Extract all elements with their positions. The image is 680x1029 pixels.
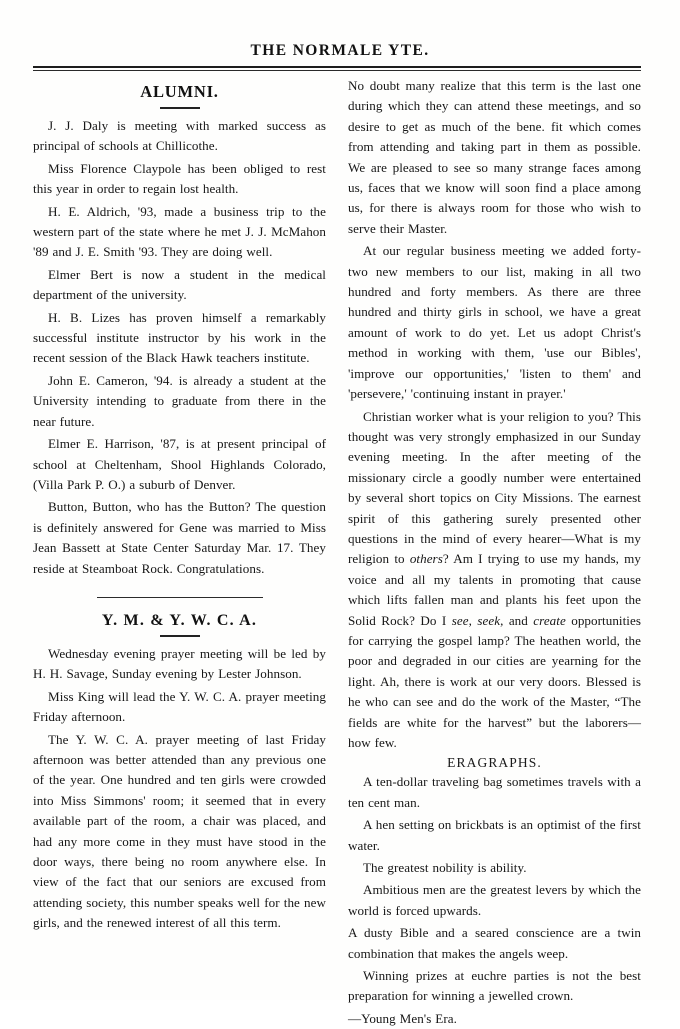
paragraph: A dusty Bible and a seared conscience are a twin combination that makes the angels weep. xyxy=(348,925,641,961)
paragraph: J. J. Daly is meeting with marked success as principal of schools at Chillicothe. xyxy=(33,118,326,154)
paragraph: A hen setting on brickbats is an optimist of the first water. xyxy=(348,817,641,853)
paragraph: At our regular business meeting we added forty-two new members to our list, making in all two hundred and forty members. As there are three hundred and thirty girls in school, we have a great amount of work to do yet. Let us adopt Christ's method in working with them, 'use our Bibles', 'improve our opportunities,' 'listen to them' and 'persevere,' 'continuing instant in prayer.' xyxy=(348,243,641,402)
emphasis-see: see xyxy=(451,612,469,628)
section-heading-eragraphs: ERAGRAPHS. xyxy=(447,755,542,771)
left-column xyxy=(33,76,326,976)
paragraph: Elmer E. Harrison, '87, is at present principal of school at Cheltenham, Shool Highlands Colorado, (Villa Park P. O.) a suburb of Denver. xyxy=(33,436,326,492)
text-run: opportunities for carrying the gospel lamp? The heathen world, the poor and degraded in our cities are yearning for the light. Ah, there is work at our very doors. Blessed is he who can see and do the work of the Master, “The fields are white for the harvest” but the laborers—how few. xyxy=(348,612,641,750)
section-alumni xyxy=(33,82,326,579)
paragraph: The Y. W. C. A. prayer meeting of last Friday afternoon was better attended than any previous one of the year. One hundred and ten girls were crowded into Miss Simmons' room; it seemed that in every available part of the room, a chair was placed, and had any more come in they must have stood in the door ways, there being no room anywhere else. In view of the fact that our seniors are excused from attending society, this number speaks well for the new girls, and the renewed interest of all this term. xyxy=(33,731,326,931)
paragraph: H. B. Lizes has proven himself a remarkably successful institute instructor by his work in the recent session of the Black Hawk teachers institute. xyxy=(33,309,326,366)
emphasis-others: others xyxy=(409,551,443,567)
page-title: THE NORMALE YTE. xyxy=(250,42,430,59)
text-run: , xyxy=(468,612,478,628)
attribution: —Young Men's Era. xyxy=(348,1010,457,1026)
paragraph: Winning prizes at euchre parties is not the best preparation for winning a jewelled crown. xyxy=(348,968,641,1004)
section-heading-ymca: Y. M. & Y. W. C. A. xyxy=(101,611,258,629)
section-eragraphs xyxy=(348,755,641,1029)
section-divider xyxy=(97,597,263,598)
paragraph: Wednesday evening prayer meeting will be led by H. H. Savage, Sunday evening by Lester Johnson. xyxy=(33,645,326,682)
paragraph: John E. Cameron, '94. is already a student at the University intending to graduate from there in the near future. xyxy=(33,372,326,429)
paragraph: Elmer Bert is now a student in the medical department of the university. xyxy=(33,266,326,303)
paragraph: Ambitious men are the greatest levers by which the world is forced upwards. xyxy=(348,882,641,918)
paragraph: Miss King will lead the Y. W. C. A. prayer meeting Friday afternoon. xyxy=(33,688,326,725)
paragraph: H. E. Aldrich, '93, made a business trip to the western part of the state where he met J. J. McMahon '89 and J. E. Smith '93. They are doing well. xyxy=(33,203,326,260)
heading-dash xyxy=(160,107,200,109)
two-column-layout xyxy=(33,76,641,1026)
heading-dash xyxy=(160,635,200,637)
emphasis-seek: seek xyxy=(477,612,501,628)
paragraph: Miss Florence Claypole has been obliged to rest this year in order to regain lost health. xyxy=(33,160,326,197)
text-run: Christian worker what is your religion to you? This thought was very strongly emphasized in our Sunday evening meeting. In the after meeting of the missionary circle a goodly number were entertained by several short topics on City Missions. The earnest spirit of this gathering surely presented other questions in the mind of every hearer—What is my religion to xyxy=(348,408,641,567)
paragraph: The greatest nobility is ability. xyxy=(363,860,527,876)
paragraph: No doubt many realize that this term is the last one during which they can attend these meetings, and so desire to get as much of the bene. fit which comes from attending and taking part in them as possible. We are pleased to see so many strange faces among us, faces that we know will soon find a place among us, for there is always room for those who wish to serve their Master. xyxy=(348,78,641,236)
masthead-rule-thick xyxy=(33,66,641,68)
emphasis-create: create xyxy=(533,612,566,628)
masthead-rule-thin xyxy=(33,70,641,71)
text-run: , and xyxy=(500,612,534,628)
masthead-double-rule xyxy=(33,66,641,71)
paragraph: Button, Button, who has the Button? The question is definitely answered for Gene was married to Miss Jean Bassett at State Center Saturday Mar. 17. They reside at Steamboat Rock. Congratulations. xyxy=(33,499,326,576)
paragraph-christian-worker xyxy=(348,407,641,754)
text-run: ? Am I trying to use my hands, my voice and all my talents in promoting that cause which lifts fallen man and plants his feet upon the Solid Rock? Do I xyxy=(348,551,641,628)
paragraph: A ten-dollar traveling bag sometimes travels with a ten cent man. xyxy=(348,774,641,810)
right-column xyxy=(348,76,641,1026)
section-heading-alumni: ALUMNI. xyxy=(140,82,219,101)
section-ymca xyxy=(33,612,326,934)
